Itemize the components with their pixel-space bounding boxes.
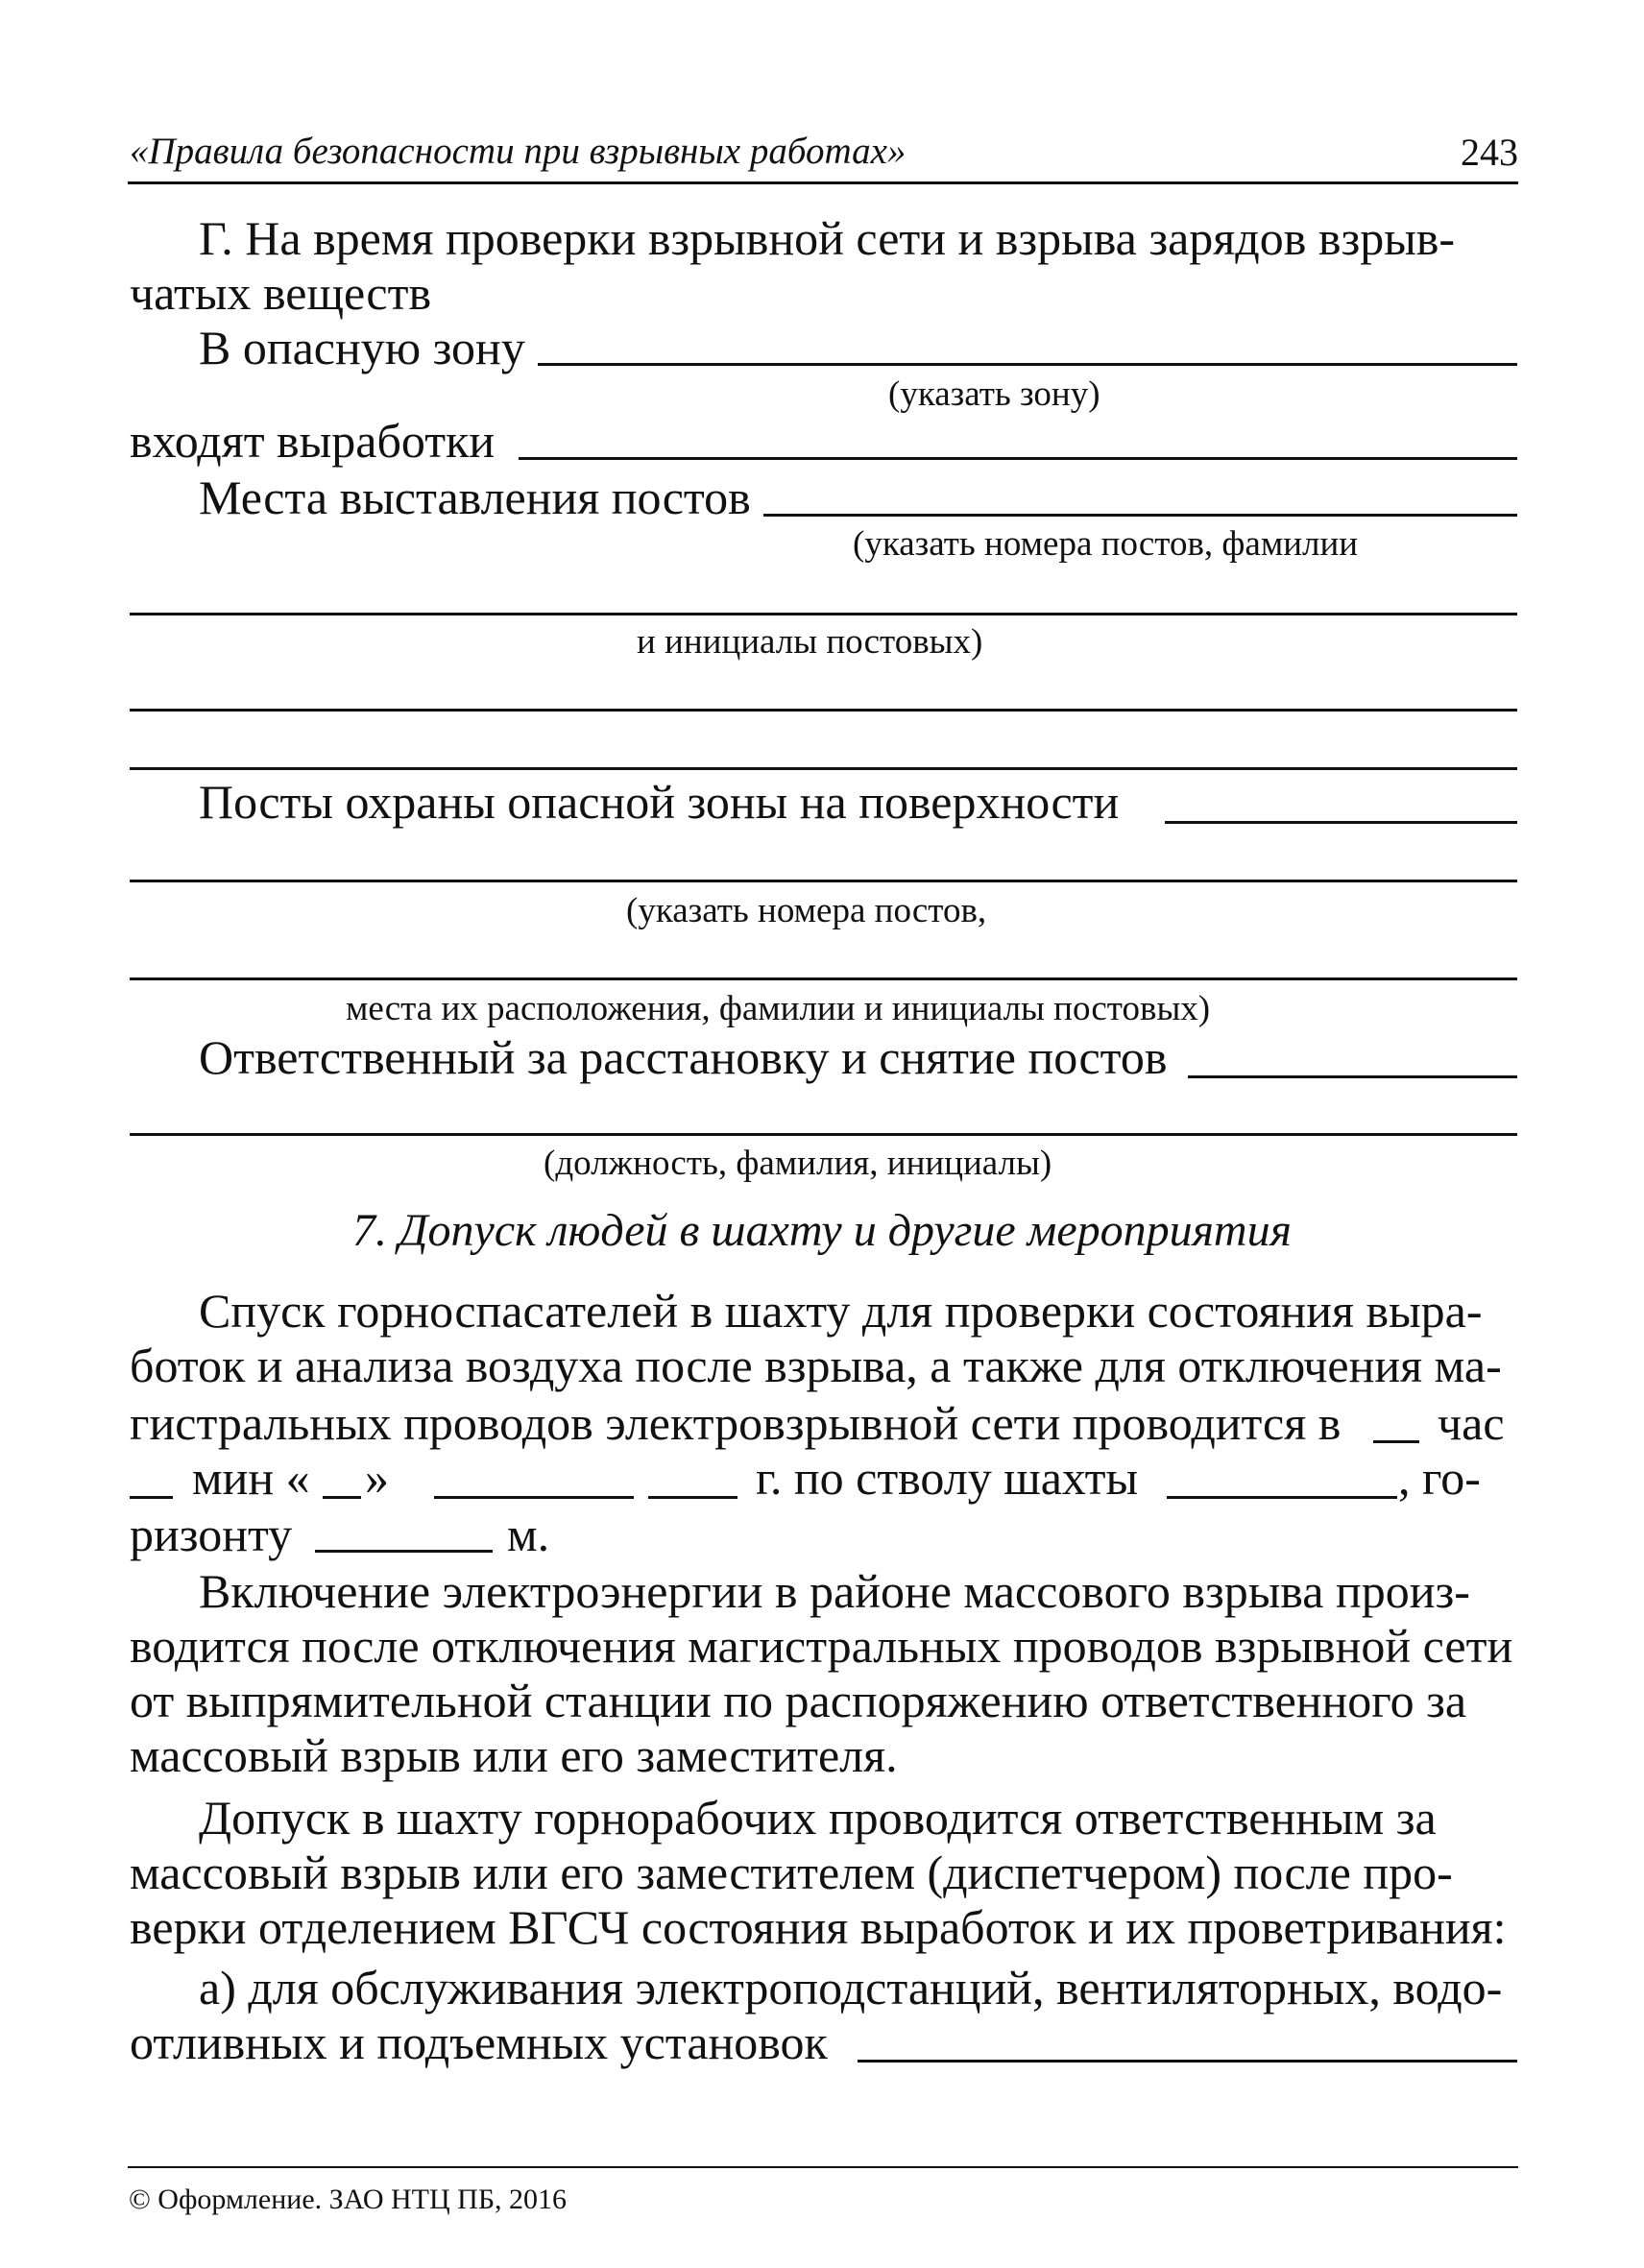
day-field[interactable] bbox=[323, 1496, 361, 1499]
meters-label: м. bbox=[507, 1508, 550, 1561]
running-header-title: «Правила безопасности при взрывных работах» bbox=[130, 131, 907, 172]
surface-posts-field[interactable] bbox=[1165, 821, 1517, 824]
surface-posts-label: Посты охраны опасной зоны на поверхности bbox=[199, 775, 1120, 829]
posts-label: Места выставления постов bbox=[199, 470, 751, 524]
section-g-text-line-1: Г. На время проверки взрывной сети и взрыва зарядов взрыв- bbox=[199, 211, 1456, 265]
s7-p2-line-2: водится после отключения магистральных проводов взрывной сети bbox=[130, 1619, 1513, 1673]
surface-posts-field-line-2[interactable] bbox=[130, 880, 1517, 882]
s7-p2-line-1: Включение электроэнергии в районе массового взрыва произ- bbox=[199, 1564, 1470, 1618]
s7-p1-line-1: Спуск горноспасателей в шахту для проверки состояния выра- bbox=[199, 1284, 1483, 1338]
footer-rule bbox=[128, 2166, 1518, 2168]
surface-posts-caption-2: места их расположения, фамилии и инициалы постовых) bbox=[346, 989, 1211, 1028]
surface-posts-caption-1: (указать номера постов, bbox=[626, 891, 987, 930]
posts-caption-1: (указать номера постов, фамилии bbox=[853, 524, 1359, 564]
posts-field-line-2[interactable] bbox=[130, 613, 1517, 615]
responsible-caption: (должность, фамилия, инициалы) bbox=[544, 1144, 1052, 1183]
horizon-label: ризонту bbox=[130, 1508, 293, 1561]
responsible-field[interactable] bbox=[1188, 1075, 1517, 1078]
s7-p4-line-2: отливных и подъемных установок bbox=[130, 2015, 828, 2069]
surface-posts-field-line-3[interactable] bbox=[130, 977, 1517, 980]
s7-p1-line-3: гистральных проводов электровзрывной сети проводится в bbox=[130, 1396, 1342, 1450]
s7-p2-line-3: от выпрямительной станции по распоряжению ответственного за bbox=[130, 1674, 1467, 1727]
workings-label: входят выработки bbox=[130, 414, 496, 468]
posts-field-line-3[interactable] bbox=[130, 709, 1517, 712]
danger-zone-label: В опасную зону bbox=[199, 321, 525, 374]
s7-p3-line-3: верки отделением ВГСЧ состояния выработок и их проветривания: bbox=[130, 1900, 1507, 1954]
danger-zone-caption: (указать зону) bbox=[888, 374, 1100, 414]
s7-p2-line-4: массовый взрыв или его заместителя. bbox=[130, 1728, 898, 1782]
danger-zone-field[interactable] bbox=[538, 363, 1517, 366]
minute-field[interactable] bbox=[130, 1496, 173, 1499]
s7-p3-line-1: Допуск в шахту горнорабочих проводится ответственным за bbox=[199, 1791, 1437, 1845]
responsible-field-line-2[interactable] bbox=[130, 1133, 1517, 1136]
hour-label: час bbox=[1438, 1396, 1505, 1450]
page-number: 243 bbox=[1461, 131, 1518, 174]
section-7-heading: 7. Допуск людей в шахту и другие мероприятия bbox=[352, 1205, 1292, 1256]
minute-label: мин « bbox=[192, 1451, 310, 1505]
s7-p3-line-2: массовый взрыв или его заместителем (диспетчером) после про- bbox=[130, 1846, 1453, 1899]
shaft-label: г. по стволу шахты bbox=[756, 1451, 1139, 1505]
hour-field[interactable] bbox=[1373, 1440, 1419, 1443]
shaft-field[interactable] bbox=[1167, 1496, 1397, 1499]
workings-field[interactable] bbox=[519, 457, 1517, 460]
horizon-prefix: , го- bbox=[1398, 1451, 1481, 1505]
footer-copyright: © Оформление. ЗАО НТЦ ПБ, 2016 bbox=[129, 2184, 568, 2215]
posts-field[interactable] bbox=[763, 514, 1517, 517]
horizon-field[interactable] bbox=[315, 1550, 493, 1553]
s7-p1-line-2: боток и анализа воздуха после взрыва, а также для отключения ма- bbox=[130, 1339, 1502, 1392]
posts-field-line-4[interactable] bbox=[130, 767, 1517, 770]
responsible-label: Ответственный за расстановку и снятие постов bbox=[199, 1030, 1168, 1084]
posts-caption-2: и инициалы постовых) bbox=[637, 622, 983, 662]
s7-p4-line-1: а) для обслуживания электроподстанций, вентиляторных, водо- bbox=[199, 1961, 1503, 2015]
section-g-text-line-2: чатых веществ bbox=[130, 266, 432, 320]
month-field[interactable] bbox=[434, 1496, 634, 1499]
header-rule bbox=[128, 181, 1518, 184]
day-close-quote: » bbox=[365, 1451, 389, 1505]
year-field[interactable] bbox=[648, 1496, 737, 1499]
installations-field[interactable] bbox=[858, 2060, 1517, 2063]
